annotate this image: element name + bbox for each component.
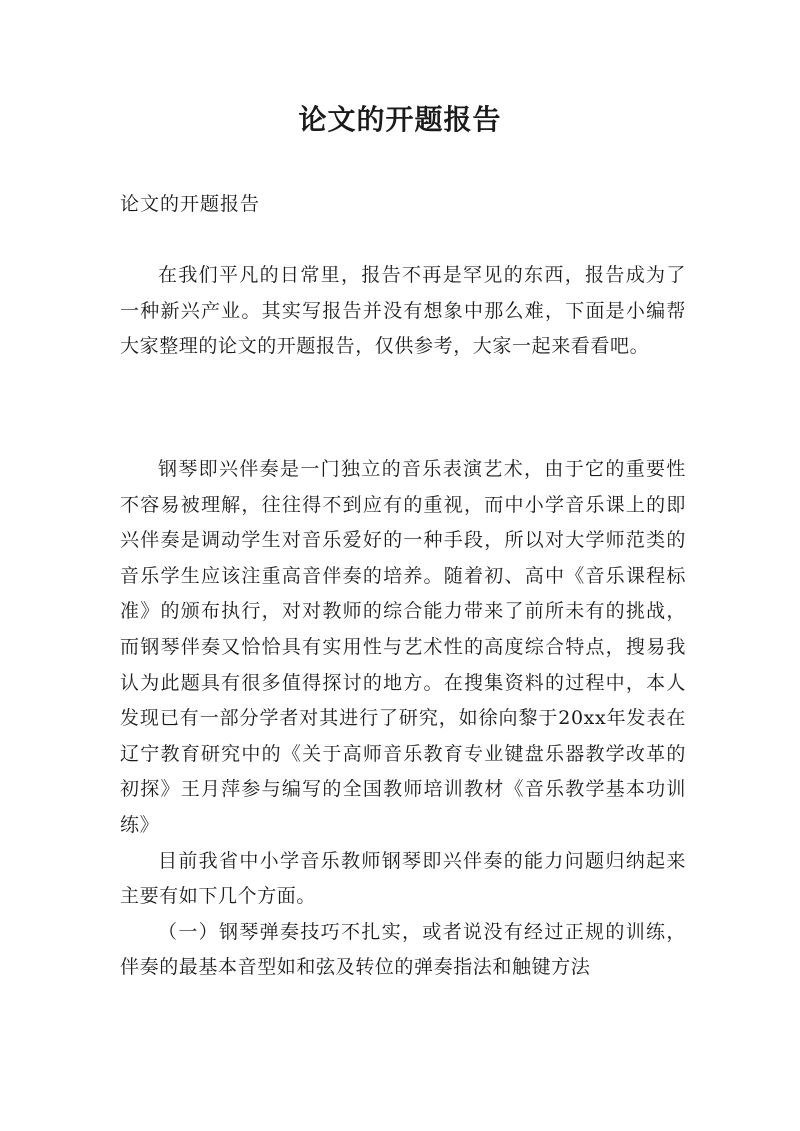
- intro-block: [120, 258, 686, 365]
- main-body: [120, 452, 686, 986]
- document-title: 论文的开题报告: [298, 103, 502, 136]
- body-paragraph-3: （一）钢琴弹奏技巧不扎实，或者说没有经过正规的训练，伴奏的最基本音型如和弦及转位的弹奏指法和触键方法: [120, 920, 686, 979]
- intro-paragraph: 在我们平凡的日常里，报告不再是罕见的东西，报告成为了一种新兴产业。其实写报告并没有想象中那么难，下面是小编帮大家整理的论文的开题报告，仅供参考，大家一起来看看吧。: [120, 264, 686, 358]
- document-subtitle: 论文的开题报告: [120, 193, 261, 215]
- body-paragraph-1: 钢琴即兴伴奏是一门独立的音乐表演艺术，由于它的重要性不容易被理解，往往得不到应有的重视，而中小学音乐课上的即兴伴奏是调动学生对音乐爱好的一种手段，所以对大学师范类的音乐学生应该注重高音伴奏的培养。随着初、高中《音乐课程标准》的颁布执行，对对教师的综合能力带来了前所未有的挑战，而钢琴伴奏又恰恰具有实用性与艺术性的高度综合特点，搜易我认为此题具有很多值得探讨的地方。在搜集资料的过程中，本人发现已有一部分学者对其进行了研究，如徐向黎于20xx年发表在辽宁教育研究中的《关于高师音乐教育专业键盘乐器教学改革的初探》王月萍参与编写的全国教师培训教材《音乐教学基本功训练》: [120, 458, 686, 836]
- body-paragraph-2: 目前我省中小学音乐教师钢琴即兴伴奏的能力问题归纳起来主要有如下几个方面。: [120, 849, 686, 908]
